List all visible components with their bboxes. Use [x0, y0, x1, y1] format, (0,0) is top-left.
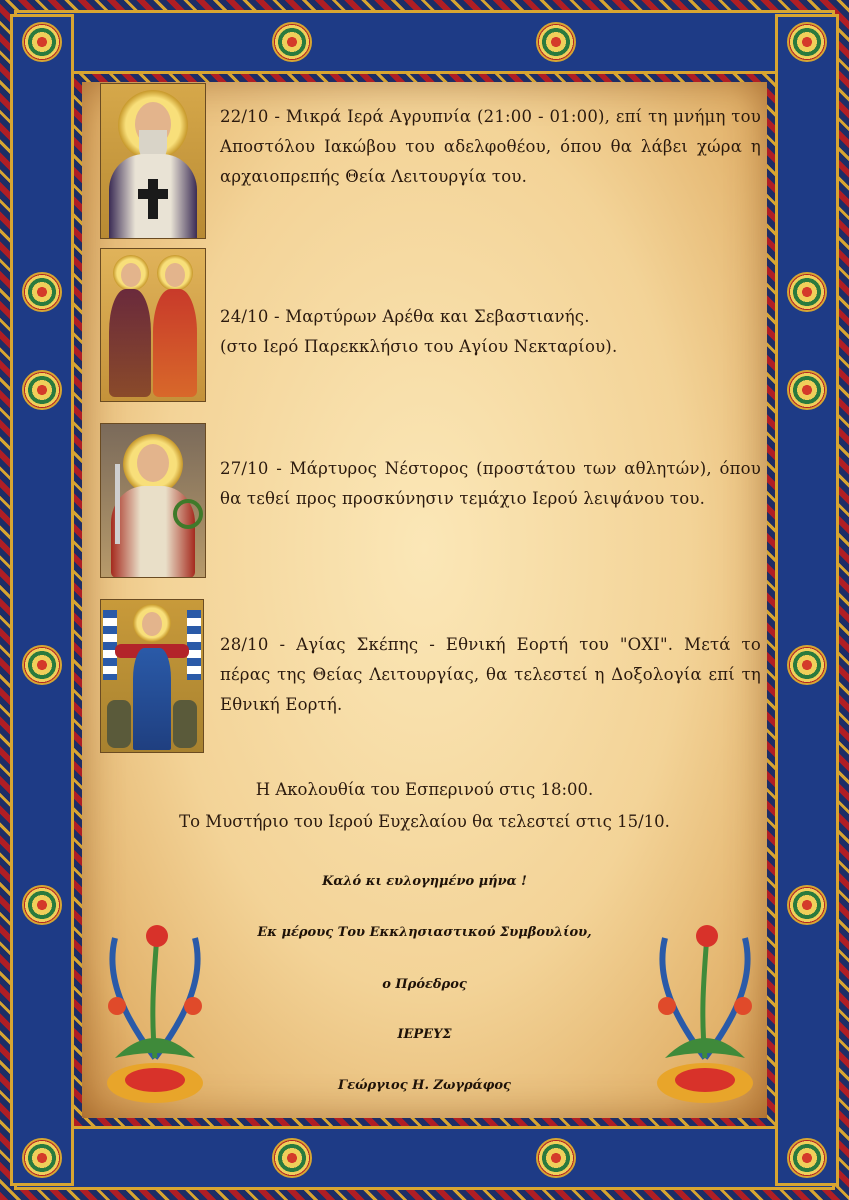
border-bottom-band	[14, 1126, 835, 1190]
unction-note: Το Μυστήριο του Ιερού Ευχελαίου θα τελεστεί στις 15/10.	[179, 812, 670, 831]
signatory-name: Γεώργιος Η. Ζωγράφος	[338, 1078, 511, 1093]
priest-title: ΙΕΡΕΥΣ	[397, 1027, 452, 1042]
saint-james-icon	[100, 83, 206, 239]
rosette-icon	[536, 22, 576, 62]
rosette-icon	[22, 885, 62, 925]
rosette-icon	[787, 645, 827, 685]
rosette-icon	[787, 22, 827, 62]
rosette-icon	[536, 1138, 576, 1178]
event-james: 22/10 - Μικρά Ιερά Αγρυπνία (21:00 - 01:00), επί τη μνήμη του Αποστόλου Ιακώβου του αδελφοθέου, όπου θα λάβει χώρα η αρχαιοπρεπής Θεία Λειτουργία του.	[220, 107, 761, 186]
holy-protection-icon	[100, 599, 204, 753]
rosette-icon	[787, 272, 827, 312]
border-left-band	[10, 14, 74, 1186]
saints-aretha-sebastiani-icon	[100, 248, 206, 402]
greeting: Καλό κι ευλογημένο μήνα !	[322, 874, 527, 889]
floral-ornament-left-icon	[95, 918, 215, 1118]
rosette-icon	[22, 272, 62, 312]
rosette-icon	[787, 1138, 827, 1178]
rosette-icon	[787, 885, 827, 925]
rosette-icon	[787, 370, 827, 410]
border-top-band	[14, 10, 835, 74]
event-nestor: 27/10 - Μάρτυρος Νέστορος (προστάτου των αθλητών), όπου θα τεθεί προς προσκύνησιν τεμάχιο Ιερού λειψάνου του.	[220, 459, 761, 508]
event-aretha-sebastiani: 24/10 - Μαρτύρων Αρέθα και Σεβαστιανής. (στο Ιερό Παρεκκλήσιο του Αγίου Νεκταρίου).	[220, 307, 618, 356]
border-right-band	[775, 14, 839, 1186]
on-behalf-line: Εκ μέρους Του Εκκλησιαστικού Συμβουλίου,	[257, 925, 592, 940]
floral-ornament-right-icon	[645, 918, 765, 1118]
rosette-icon	[272, 22, 312, 62]
event-holy-protection: 28/10 - Αγίας Σκέπης - Εθνική Εορτή του "ΟΧΙ". Μετά το πέρας της Θείας Λειτουργίας, θα τελεστεί η Δοξολογία επί τη Εθνική Εορτή.	[220, 635, 761, 714]
vespers-note: Η Ακολουθία του Εσπερινού στις 18:00.	[255, 780, 594, 799]
rosette-icon	[22, 370, 62, 410]
president-role: ο Πρόεδρος	[382, 977, 467, 992]
rosette-icon	[22, 1138, 62, 1178]
rosette-icon	[272, 1138, 312, 1178]
rosette-icon	[22, 645, 62, 685]
rosette-icon	[22, 22, 62, 62]
saint-nestor-icon	[100, 423, 206, 578]
